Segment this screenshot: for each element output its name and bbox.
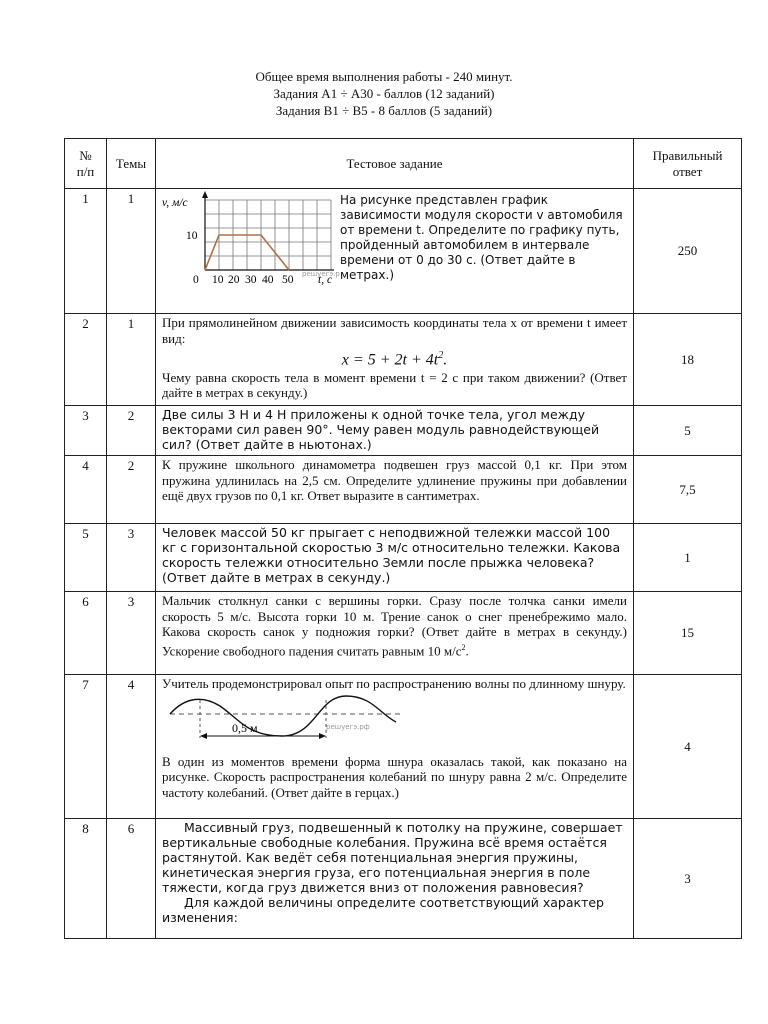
row-task bbox=[156, 406, 634, 456]
table-row bbox=[65, 314, 742, 406]
row-answer: 4 bbox=[634, 675, 742, 819]
row-number: 1 bbox=[65, 189, 107, 314]
task-2-text-a: При прямолинейном движении зависимость координаты тела x от времени t имеет вид: bbox=[162, 315, 627, 346]
task-7-text-b: В один из моментов времени форма шнура оказалась такой, как показано на рисунке. Скорость распространения колебаний по шнуру равна 2 м/с. Определите частоту колебаний. (Ответ дайте в герцах.) bbox=[162, 753, 627, 800]
table-row bbox=[65, 675, 742, 819]
row-topic: 2 bbox=[107, 406, 156, 456]
task-7-text-a: Учитель продемонстрировал опыт по распространению волны по длинному шнуру. bbox=[162, 676, 626, 691]
task-8-text-a: Массивный груз, подвешенный к потолку на пружине, совершает вертикальные свободные колебания. Пружина всё время остаётся растянутой. Как ведёт себя потенциальная энергия пружины, кинетическая энергия груза, его потенциальная энергия в поле тяжести, когда груз движется вниз от положения равновесия? bbox=[162, 820, 623, 895]
y-axis-label: v, м/с bbox=[162, 197, 188, 209]
table-row bbox=[65, 189, 742, 314]
row-number: 7 bbox=[65, 675, 107, 819]
task-5-text: Человек массой 50 кг прыгает с неподвижной тележки массой 100 кг с горизонтальной скоростью 3 м/с относительно тележки. Какова скорость тележки относительно Земли после прыжка человека? (Ответ дайте в метрах в секунду.) bbox=[162, 525, 621, 585]
x-tick-40: 40 bbox=[262, 274, 274, 286]
row-task bbox=[156, 675, 634, 819]
header-part-a: Задания А1 ÷ А30 - баллов (12 заданий) bbox=[273, 86, 495, 101]
row-topic: 3 bbox=[107, 592, 156, 675]
row-answer: 7,5 bbox=[634, 456, 742, 524]
task-4-text: К пружине школьного динамометра подвешен груз массой 0,1 кг. При этом пружина удлинилась на 2,5 см. Определите удлинение пружины при добавлении ещё двух грузов по 0,1 кг. Ответ выразите в сантиметрах. bbox=[162, 457, 627, 503]
row-topic: 2 bbox=[107, 456, 156, 524]
table-row bbox=[65, 524, 742, 592]
wave-length-label: 0,5 м bbox=[232, 720, 258, 735]
row-task bbox=[156, 189, 634, 314]
col-header-number: № п/п bbox=[65, 139, 107, 189]
x-tick-10: 10 bbox=[212, 274, 224, 286]
x-tick-20: 20 bbox=[228, 274, 240, 286]
header-part-b: Задания В1 ÷ В5 - 8 баллов (5 заданий) bbox=[275, 103, 493, 118]
x-tick-30: 30 bbox=[245, 274, 257, 286]
task-2-text-b: Чему равна скорость тела в момент времени t = 2 с при таком движении? (Ответ дайте в метрах в секунду.) bbox=[162, 369, 627, 401]
x-tick-50: 50 bbox=[282, 274, 294, 286]
wave-figure bbox=[166, 692, 627, 754]
row-task bbox=[156, 592, 634, 675]
row-task bbox=[156, 456, 634, 524]
table-row bbox=[65, 456, 742, 524]
row-answer: 15 bbox=[634, 592, 742, 675]
row-topic: 4 bbox=[107, 675, 156, 819]
col-header-task: Тестовое задание bbox=[156, 139, 634, 189]
row-topic: 3 bbox=[107, 524, 156, 592]
row-task bbox=[156, 819, 634, 939]
x-tick-0: 0 bbox=[193, 274, 199, 286]
table-header-row bbox=[65, 139, 742, 189]
row-answer: 250 bbox=[634, 189, 742, 314]
task-1-text: На рисунке представлен график зависимости модуля скорости v автомобиля от времени t. Определите по графику путь, пройденный автомобилем в интервале времени от 0 до 30 с. (Ответ дайте в метрах.) bbox=[340, 193, 623, 282]
row-answer: 1 bbox=[634, 524, 742, 592]
test-table bbox=[64, 138, 742, 939]
table-row bbox=[65, 406, 742, 456]
watermark: решуегэ.рф bbox=[326, 722, 370, 731]
velocity-time-graph bbox=[162, 190, 340, 290]
row-number: 8 bbox=[65, 819, 107, 939]
row-number: 4 bbox=[65, 456, 107, 524]
row-topic: 6 bbox=[107, 819, 156, 939]
x-axis-label: t, с bbox=[318, 274, 333, 286]
header-total-time: Общее время выполнения работы - 240 минут. bbox=[255, 69, 513, 84]
col-header-topic: Темы bbox=[107, 139, 156, 189]
task-8-text-b: Для каждой величины определите соответствующий характер изменения: bbox=[162, 895, 604, 925]
table-row bbox=[65, 819, 742, 939]
task-2-formula: $x = 5 + 2t + 4t^2$. bbox=[341, 350, 448, 369]
row-number: 5 bbox=[65, 524, 107, 592]
task-6-text: Мальчик столкнул санки с вершины горки. Сразу после толчка санки имели скорость 5 м/с. Высота горки 10 м. Трение санок о снег пренебрежимо мало. Какова скорость санок у подножия горки? (Ответ дайте в метрах в секунду.) Ускорение свободного падения считать равным 10 $м/с^2$. bbox=[162, 593, 627, 658]
row-number: 2 bbox=[65, 314, 107, 406]
row-task bbox=[156, 524, 634, 592]
row-topic: 1 bbox=[107, 314, 156, 406]
col-header-answer: Правильный ответ bbox=[634, 139, 742, 189]
y-tick-10: 10 bbox=[186, 230, 198, 242]
row-answer: 3 bbox=[634, 819, 742, 939]
row-answer: 18 bbox=[634, 314, 742, 406]
row-answer: 5 bbox=[634, 406, 742, 456]
task-3-text: Две силы 3 Н и 4 Н приложены к одной точке тела, угол между векторами сил равен 90°. Чему равен модуль равнодействующей сил? (Ответ дайте в ньютонах.) bbox=[162, 407, 600, 452]
document-header bbox=[0, 68, 768, 119]
row-topic: 1 bbox=[107, 189, 156, 314]
row-number: 3 bbox=[65, 406, 107, 456]
table-row bbox=[65, 592, 742, 675]
watermark: решуегэ.р bbox=[302, 270, 340, 278]
row-task bbox=[156, 314, 634, 406]
row-number: 6 bbox=[65, 592, 107, 675]
